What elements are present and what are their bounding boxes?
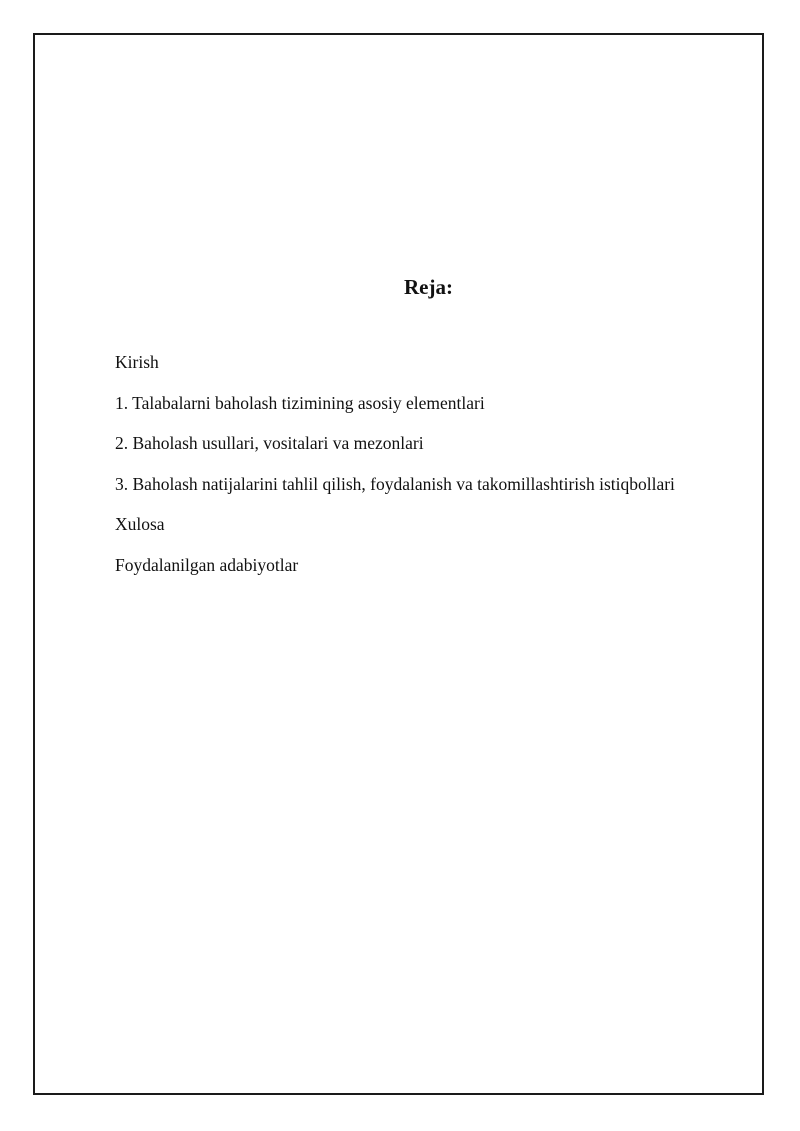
toc-item-references: Foydalanilgan adabiyotlar xyxy=(115,554,299,575)
toc-item-section-3: 3. Baholash natijalarini tahlil qilish, foydalanish va takomillashtirish istiqbollari xyxy=(115,473,675,494)
toc-item-section-1: 1. Talabalarni baholash tizimining asosiy elementlari xyxy=(115,392,485,413)
toc-item-conclusion: Xulosa xyxy=(115,514,165,534)
toc-item-introduction: Kirish xyxy=(115,352,159,372)
toc-item-section-2: 2. Baholash usullari, vositalari va mezonlari xyxy=(115,433,424,453)
page-title: Reja: xyxy=(404,275,453,299)
table-of-contents xyxy=(115,350,675,593)
